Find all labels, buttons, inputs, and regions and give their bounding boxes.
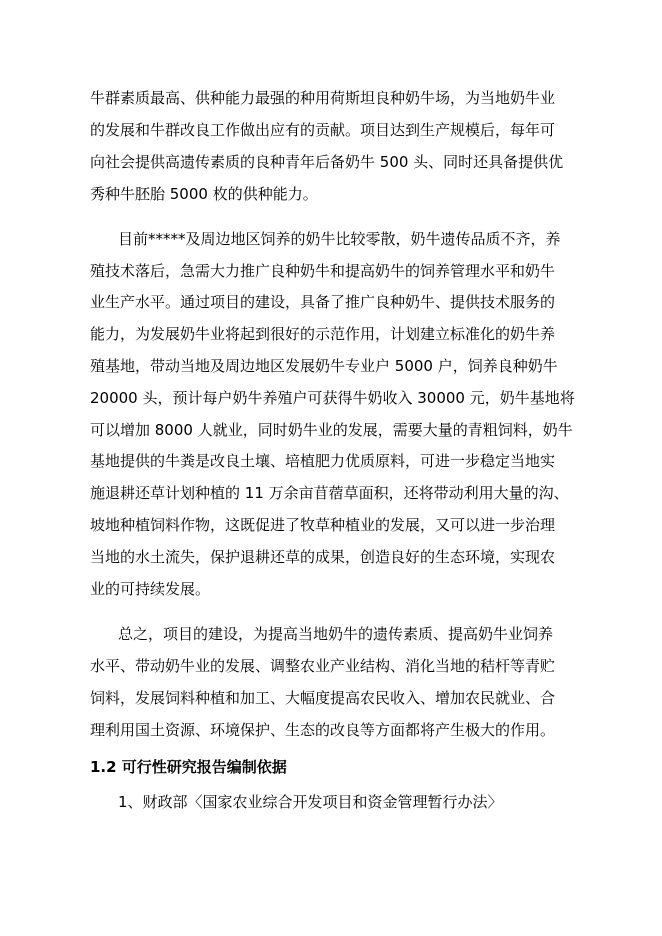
paragraph-1-line-2: 的发展和牛群改良工作做出应有的贡献。项目达到生产规模后，每年可 — [90, 121, 556, 139]
paragraph-2-line-12: 业的可持续发展。 — [90, 580, 211, 598]
paragraph-3-line-3: 饲料，发展饲料种植和加工、大幅度提高农民收入、增加农民就业、合 — [90, 689, 556, 707]
paragraph-2-line-5: 殖基地，带动当地及周边地区发展奶牛专业户 5000 户，饲养良种奶牛 — [90, 357, 558, 375]
paragraph-2-line-7: 可以增加 8000 人就业，同时奶牛业的发展，需要大量的青粗饲料，奶牛 — [90, 421, 573, 439]
paragraph-3-line-2: 水平、带动奶牛业的发展、调整农业产业结构、消化当地的秸杆等青贮 — [90, 657, 556, 675]
paragraph-1-line-1: 牛群素质最高、供种能力最强的种用荷斯坦良种奶牛场，为当地奶牛业 — [90, 89, 556, 107]
list-item-1: 1、财政部〈国家农业综合开发项目和资金管理暂行办法〉 — [118, 793, 503, 811]
paragraph-2-line-11: 当地的水土流失，保护退耕还草的成果，创造良好的生态环境，实现农 — [90, 548, 556, 566]
paragraph-2-line-4: 能力，为发展奶牛业将起到很好的示范作用，计划建立标准化的奶牛养 — [90, 325, 556, 343]
paragraph-1-line-4: 秀种牛胚胎 5000 枚的供种能力。 — [90, 185, 318, 203]
paragraph-2-line-9: 施退耕还草计划种植的 11 万余亩苜蓿草面积，还将带动利用大量的沟、 — [90, 484, 569, 502]
paragraph-3-line-4: 理利用国土资源、环境保护、生态的改良等方面都将产生极大的作用。 — [90, 721, 556, 739]
paragraph-2-line-2: 殖技术落后，急需大力推广良种奶牛和提高奶牛的饲养管理水平和奶牛 — [90, 262, 556, 280]
paragraph-2-line-10: 坡地种植饲料作物，这既促进了牧草种植业的发展，又可以进一步治理 — [90, 516, 556, 534]
paragraph-2-line-8: 基地提供的牛粪是改良土壤、培植肥力优质原料，可进一步稳定当地实 — [90, 452, 556, 470]
paragraph-2-line-1: 目前*****及周边地区饲养的奶牛比较零散，奶牛遗传品质不齐，养 — [118, 230, 561, 248]
paragraph-3-line-1: 总之，项目的建设，为提高当地奶牛的遗传素质、提高奶牛业饲养 — [118, 625, 554, 643]
paragraph-2-line-6: 20000 头，预计每户奶牛养殖户可获得牛奶收入 30000 元，奶牛基地将 — [90, 389, 575, 407]
paragraph-2-line-3: 业生产水平。通过项目的建设，具备了推广良种奶牛、提供技术服务的 — [90, 293, 556, 311]
paragraph-1-line-3: 向社会提供高遗传素质的良种青年后备奶牛 500 头、同时还具备提供优 — [90, 153, 564, 171]
section-heading: 1.2 可行性研究报告编制依据 — [90, 758, 287, 776]
